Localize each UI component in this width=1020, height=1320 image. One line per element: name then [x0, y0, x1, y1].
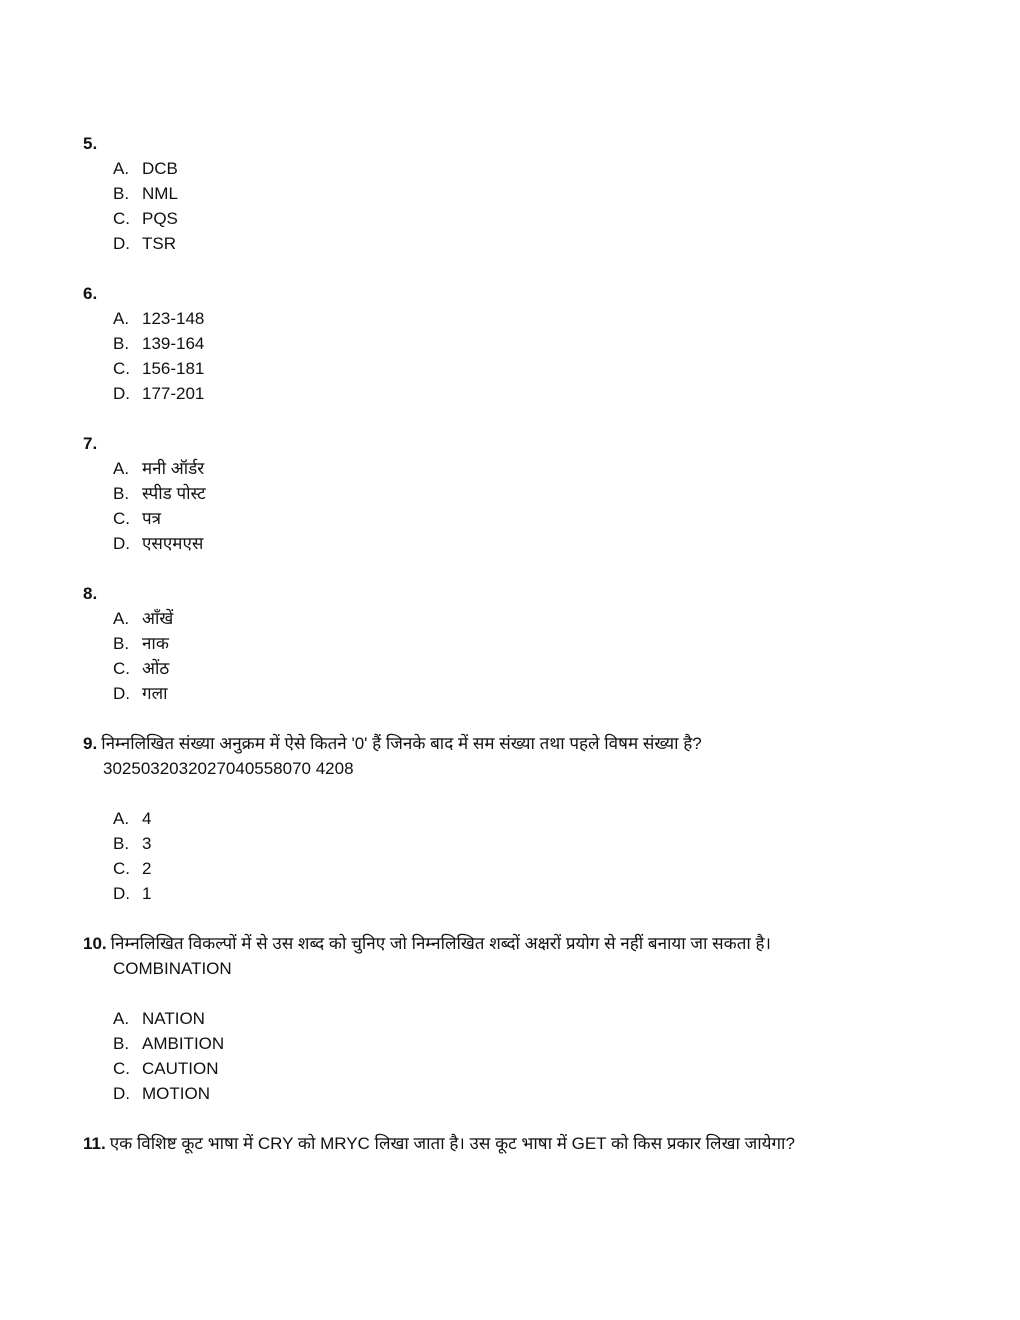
option-a	[113, 306, 963, 331]
question-8	[83, 581, 963, 706]
options-list	[113, 606, 963, 706]
option-b	[113, 831, 963, 856]
option-letter: B.	[113, 334, 130, 353]
options-list	[113, 306, 963, 406]
option-c	[113, 856, 963, 881]
option-letter: D.	[113, 534, 130, 553]
option-a	[113, 156, 963, 181]
option-text: NATION	[142, 1009, 205, 1028]
option-c	[113, 356, 963, 381]
options-list	[113, 806, 963, 906]
options-list	[113, 156, 963, 256]
option-letter: B.	[113, 184, 130, 203]
option-letter: D.	[113, 1084, 130, 1103]
option-d	[113, 231, 963, 256]
option-text: गला	[142, 684, 168, 703]
option-letter: C.	[113, 659, 130, 678]
option-text: 1	[142, 884, 152, 903]
option-b	[113, 481, 963, 506]
option-letter: D.	[113, 234, 130, 253]
option-d	[113, 531, 963, 556]
option-c	[113, 506, 963, 531]
question-5	[83, 131, 963, 256]
option-a	[113, 806, 963, 831]
option-text: 156-181	[142, 359, 205, 378]
question-6	[83, 281, 963, 406]
option-d	[113, 681, 963, 706]
question-header	[83, 431, 963, 456]
option-letter: B.	[113, 484, 130, 503]
option-d	[113, 381, 963, 406]
option-text: 2	[142, 859, 152, 878]
question-number: 6.	[83, 284, 98, 303]
option-text: MOTION	[142, 1084, 210, 1103]
question-header	[83, 1131, 963, 1156]
option-a	[113, 606, 963, 631]
option-text: एसएमएस	[142, 534, 204, 553]
option-letter: C.	[113, 1059, 130, 1078]
option-text: DCB	[142, 159, 178, 178]
option-letter: D.	[113, 684, 130, 703]
question-7	[83, 431, 963, 556]
option-text: AMBITION	[142, 1034, 225, 1053]
question-header	[83, 731, 963, 756]
option-c	[113, 206, 963, 231]
option-letter: C.	[113, 359, 130, 378]
question-header	[83, 131, 963, 156]
option-text: आँखें	[142, 609, 174, 628]
question-number: 9.	[83, 734, 98, 753]
option-text: TSR	[142, 234, 176, 253]
option-text: ओंठ	[142, 659, 170, 678]
question-number: 7.	[83, 434, 98, 453]
option-letter: B.	[113, 1034, 130, 1053]
option-d	[113, 1081, 963, 1106]
option-text: NML	[142, 184, 178, 203]
question-10	[83, 931, 963, 1106]
option-letter: A.	[113, 309, 130, 328]
option-text: 177-201	[142, 384, 205, 403]
option-letter: A.	[113, 459, 130, 478]
question-text: निम्नलिखित विकल्पों में से उस शब्द को चुनिए जो निम्नलिखित शब्दों अक्षरों प्रयोग से नहीं बनाया जा सकता है।	[110, 934, 771, 953]
option-text: 3	[142, 834, 152, 853]
options-list	[113, 1006, 963, 1106]
option-text: पत्र	[142, 509, 162, 528]
question-number: 8.	[83, 584, 98, 603]
option-text: 4	[142, 809, 152, 828]
question-11	[83, 1131, 963, 1156]
option-a	[113, 1006, 963, 1031]
question-9	[83, 731, 963, 906]
option-b	[113, 1031, 963, 1056]
question-header	[83, 581, 963, 606]
option-text: स्पीड पोस्ट	[142, 484, 206, 503]
number-sequence: 3025032032027040558070 4208	[103, 759, 354, 778]
option-text: 139-164	[142, 334, 205, 353]
option-letter: C.	[113, 509, 130, 528]
question-number: 5.	[83, 134, 98, 153]
question-text: एक विशिष्ट कूट भाषा में CRY को MRYC लिखा जाता है। उस कूट भाषा में GET को किस प्रकार लिखा जायेगा?	[109, 1134, 795, 1153]
option-letter: A.	[113, 809, 130, 828]
option-letter: D.	[113, 884, 130, 903]
option-text: PQS	[142, 209, 178, 228]
option-text: मनी ऑर्डर	[142, 459, 205, 478]
option-letter: C.	[113, 209, 130, 228]
option-d	[113, 881, 963, 906]
option-letter: B.	[113, 634, 130, 653]
source-word: COMBINATION	[113, 959, 232, 978]
option-text: 123-148	[142, 309, 205, 328]
question-header	[83, 931, 963, 956]
option-text: CAUTION	[142, 1059, 219, 1078]
question-number: 11.	[83, 1134, 106, 1153]
option-b	[113, 181, 963, 206]
option-letter: B.	[113, 834, 130, 853]
option-text: नाक	[142, 634, 169, 653]
option-letter: A.	[113, 159, 130, 178]
options-list	[113, 456, 963, 556]
option-letter: A.	[113, 1009, 130, 1028]
option-a	[113, 456, 963, 481]
option-b	[113, 631, 963, 656]
option-b	[113, 331, 963, 356]
option-c	[113, 1056, 963, 1081]
question-number: 10.	[83, 934, 107, 953]
question-header	[83, 281, 963, 306]
option-letter: D.	[113, 384, 130, 403]
option-letter: C.	[113, 859, 130, 878]
option-c	[113, 656, 963, 681]
option-letter: A.	[113, 609, 130, 628]
question-text: निम्नलिखित संख्या अनुक्रम में ऐसे कितने '0' हैं जिनके बाद में सम संख्या तथा पहले विषम संख्या है?	[101, 734, 702, 753]
